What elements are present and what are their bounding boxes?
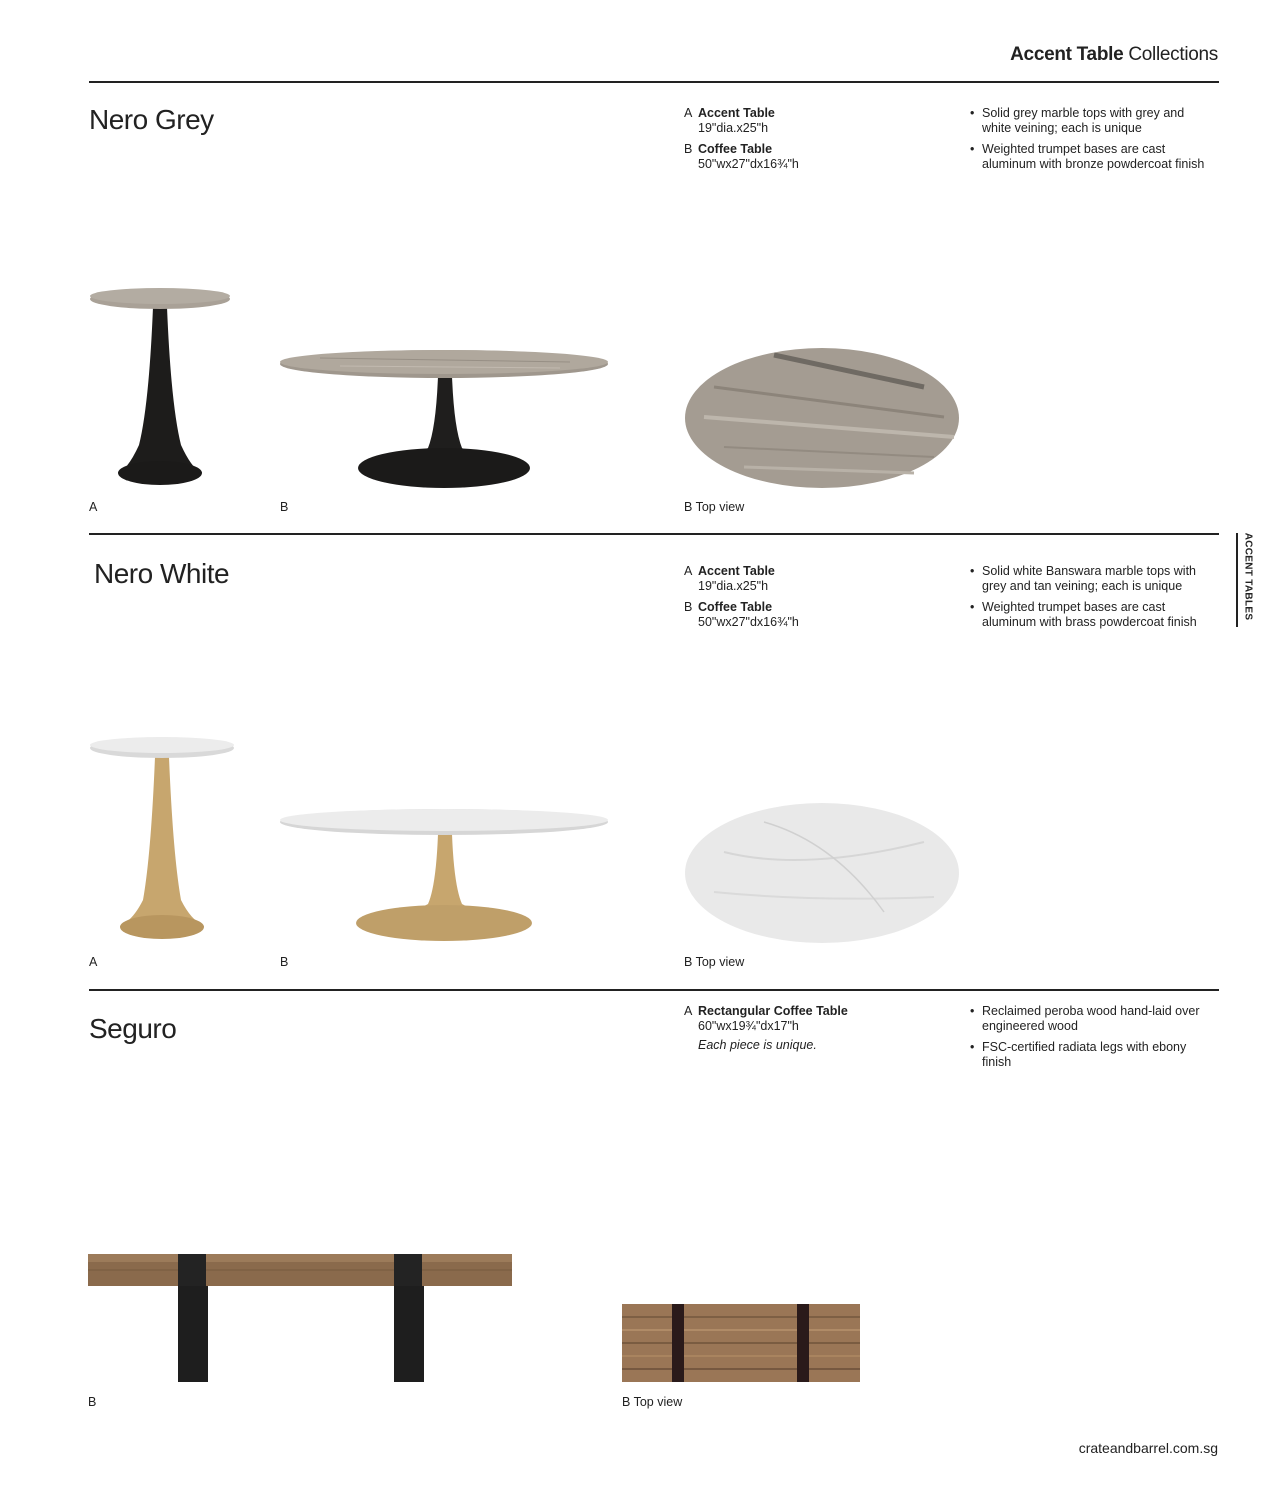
feature-bullet: • Solid white Banswara marble tops with grey and tan veining; each is unique bbox=[969, 564, 1214, 594]
caption-b: B bbox=[88, 1395, 97, 1409]
spec-list bbox=[684, 564, 799, 636]
collection-title: Seguro bbox=[89, 1013, 177, 1044]
caption-top-view: B Top view bbox=[684, 500, 745, 514]
header-bold: Accent Table bbox=[1010, 44, 1124, 65]
header-divider bbox=[89, 81, 1219, 83]
top-view-image bbox=[684, 347, 960, 489]
section-divider bbox=[89, 989, 1219, 991]
footer-url[interactable]: crateandbarrel.com.sg bbox=[1078, 1440, 1218, 1456]
section-divider bbox=[89, 533, 1219, 535]
collection-title: Nero White bbox=[94, 558, 230, 589]
spec-item: B Coffee Table 50"wx27"dx16¾"h bbox=[684, 600, 799, 629]
accent-table-image bbox=[89, 735, 235, 945]
spec-list bbox=[684, 1004, 848, 1059]
top-view-image bbox=[622, 1304, 860, 1384]
spec-item: B Coffee Table 50"wx27"dx16¾"h bbox=[684, 142, 799, 171]
side-tab-label: ACCENT TABLES bbox=[1242, 532, 1254, 621]
caption-top-view: B Top view bbox=[622, 1395, 683, 1409]
feature-bullet: • FSC-certified radiata legs with ebony finish bbox=[969, 1040, 1214, 1070]
coffee-table-image bbox=[280, 348, 610, 493]
spec-list bbox=[684, 106, 799, 178]
feature-bullet: • Solid grey marble tops with grey and white veining; each is unique bbox=[969, 106, 1214, 136]
spec-item: A Rectangular Coffee Table 60"wx19¾"dx17"h Each piece is unique. bbox=[684, 1004, 848, 1052]
coffee-table-image bbox=[280, 806, 610, 946]
feature-list bbox=[969, 1004, 1214, 1076]
coffee-table-image bbox=[88, 1250, 514, 1385]
caption-b: B bbox=[280, 500, 289, 514]
spec-item: A Accent Table 19"dia.x25"h bbox=[684, 106, 775, 135]
spec-item: A Accent Table 19"dia.x25"h bbox=[684, 564, 775, 593]
collection-title: Nero Grey bbox=[89, 104, 214, 135]
top-view-image bbox=[684, 802, 960, 944]
feature-bullet: • Weighted trumpet bases are cast aluminum with brass powdercoat finish bbox=[969, 600, 1214, 630]
feature-list bbox=[969, 564, 1214, 636]
feature-list bbox=[969, 106, 1214, 178]
spec-note: Each piece is unique. bbox=[698, 1038, 817, 1052]
caption-b: B bbox=[280, 955, 289, 969]
caption-a: A bbox=[89, 500, 98, 514]
page-header bbox=[1010, 44, 1218, 66]
caption-a: A bbox=[89, 955, 98, 969]
accent-table-image bbox=[89, 285, 231, 490]
feature-bullet: • Reclaimed peroba wood hand-laid over engineered wood bbox=[969, 1004, 1214, 1034]
header-rest: Collections bbox=[1123, 44, 1218, 65]
feature-bullet: • Weighted trumpet bases are cast aluminum with bronze powdercoat finish bbox=[969, 142, 1214, 172]
side-tab[interactable] bbox=[1236, 533, 1256, 627]
caption-top-view: B Top view bbox=[684, 955, 745, 969]
